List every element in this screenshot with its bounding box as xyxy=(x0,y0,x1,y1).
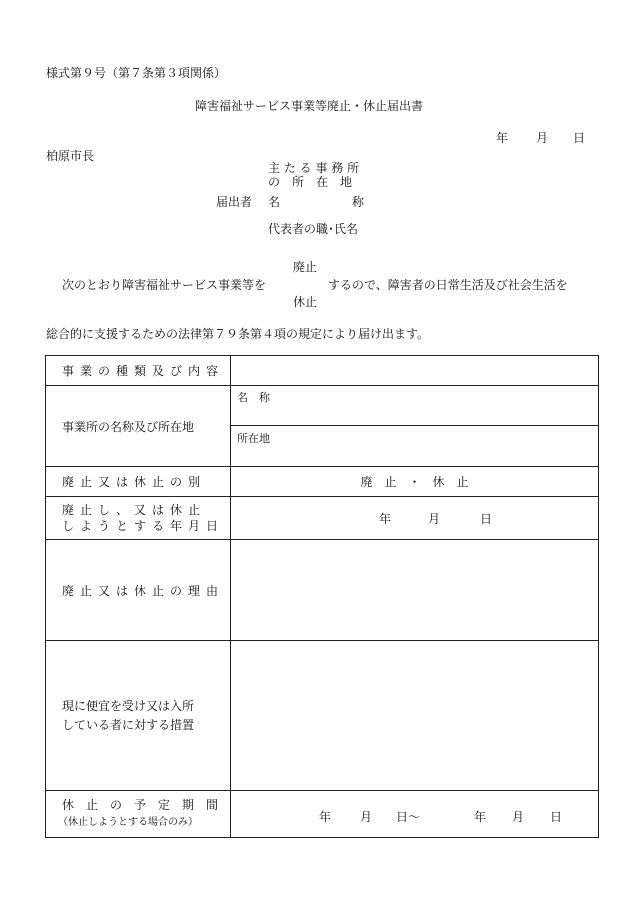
reason-field[interactable] xyxy=(231,540,599,641)
suspension-end-year: 年 xyxy=(474,810,487,824)
table-row xyxy=(46,540,599,641)
suspension-end-month: 月 xyxy=(512,810,525,824)
planned-date-label-line2: しようとする年月日 xyxy=(62,519,225,533)
suspension-period-field[interactable] xyxy=(231,791,599,838)
page-title: 障害福祉サービス事業等廃止・休止届出書 xyxy=(195,99,424,113)
suspension-start-year: 年 xyxy=(319,810,332,824)
measures-label-line2: している者に対する措置 xyxy=(62,717,195,732)
office-address-field[interactable] xyxy=(231,426,598,466)
suspension-start-month: 月 xyxy=(360,810,373,824)
suspension-period-label: 休 止 の 予 定 期 間 xyxy=(62,798,219,812)
body-text-line2: 総合的に支援するための法律第７９条第４項の規定により届け出ます。 xyxy=(46,327,430,341)
business-type-label: 事業の種類及び内容 xyxy=(46,356,231,386)
measures-label-line1: 現に便宜を受け又は入所 xyxy=(62,698,195,713)
planned-date-year: 年 xyxy=(379,512,392,526)
abolish-or-suspend-label: 廃止又は休止の別 xyxy=(46,467,231,497)
planned-date-label-line1: 廃止し、又は休止 xyxy=(62,503,207,517)
suspension-start-day: 日〜 xyxy=(396,810,421,824)
table-row xyxy=(46,467,599,497)
table-row xyxy=(46,386,599,467)
measures-field[interactable] xyxy=(231,641,599,791)
notification-table xyxy=(45,355,599,838)
body-text-after: するので、障害者の日常生活及び社会生活を xyxy=(328,278,568,292)
planned-date-month: 月 xyxy=(428,512,441,526)
notifier-label: 届出者 xyxy=(216,195,253,209)
planned-date-day: 日 xyxy=(480,512,493,526)
table-row xyxy=(46,791,599,838)
table-row xyxy=(46,497,599,540)
office-name-label: 名 称 xyxy=(237,391,270,404)
abolish-or-suspend-choice[interactable]: 廃 止 ・ 休 止 xyxy=(231,467,599,497)
date-day-label: 日 xyxy=(573,131,586,145)
date-month-label: 月 xyxy=(536,131,549,145)
name-label-2: 称 xyxy=(352,195,365,209)
planned-date-field[interactable] xyxy=(231,497,599,540)
date-year-label: 年 xyxy=(496,131,509,145)
form-number: 様式第９号（第７条第３項関係） xyxy=(46,66,227,80)
table-row xyxy=(46,641,599,791)
representative-label: 代表者の職･氏名 xyxy=(268,222,359,236)
suspension-period-note: （休止しようとする場合のみ） xyxy=(58,817,198,828)
office-label-line1: 主 た る 事 務 所 xyxy=(268,161,360,175)
suspend-option: 休止 xyxy=(293,295,318,309)
addressee: 柏原市長 xyxy=(46,149,95,163)
office-label-line2: の 所 在 地 xyxy=(268,175,353,189)
office-name-address-label: 事業所の名称及び所在地 xyxy=(46,386,231,467)
suspension-end-day: 日 xyxy=(550,810,563,824)
table-row xyxy=(46,356,599,386)
abolish-option: 廃止 xyxy=(293,260,318,274)
office-name-field[interactable] xyxy=(231,386,598,426)
body-text-before: 次のとおり障害福祉サービス事業等を xyxy=(62,278,267,292)
business-type-field[interactable] xyxy=(231,356,599,386)
name-label: 名 xyxy=(268,195,281,209)
office-address-label: 所在地 xyxy=(237,432,270,445)
reason-label: 廃止又は休止の理由 xyxy=(46,540,231,641)
